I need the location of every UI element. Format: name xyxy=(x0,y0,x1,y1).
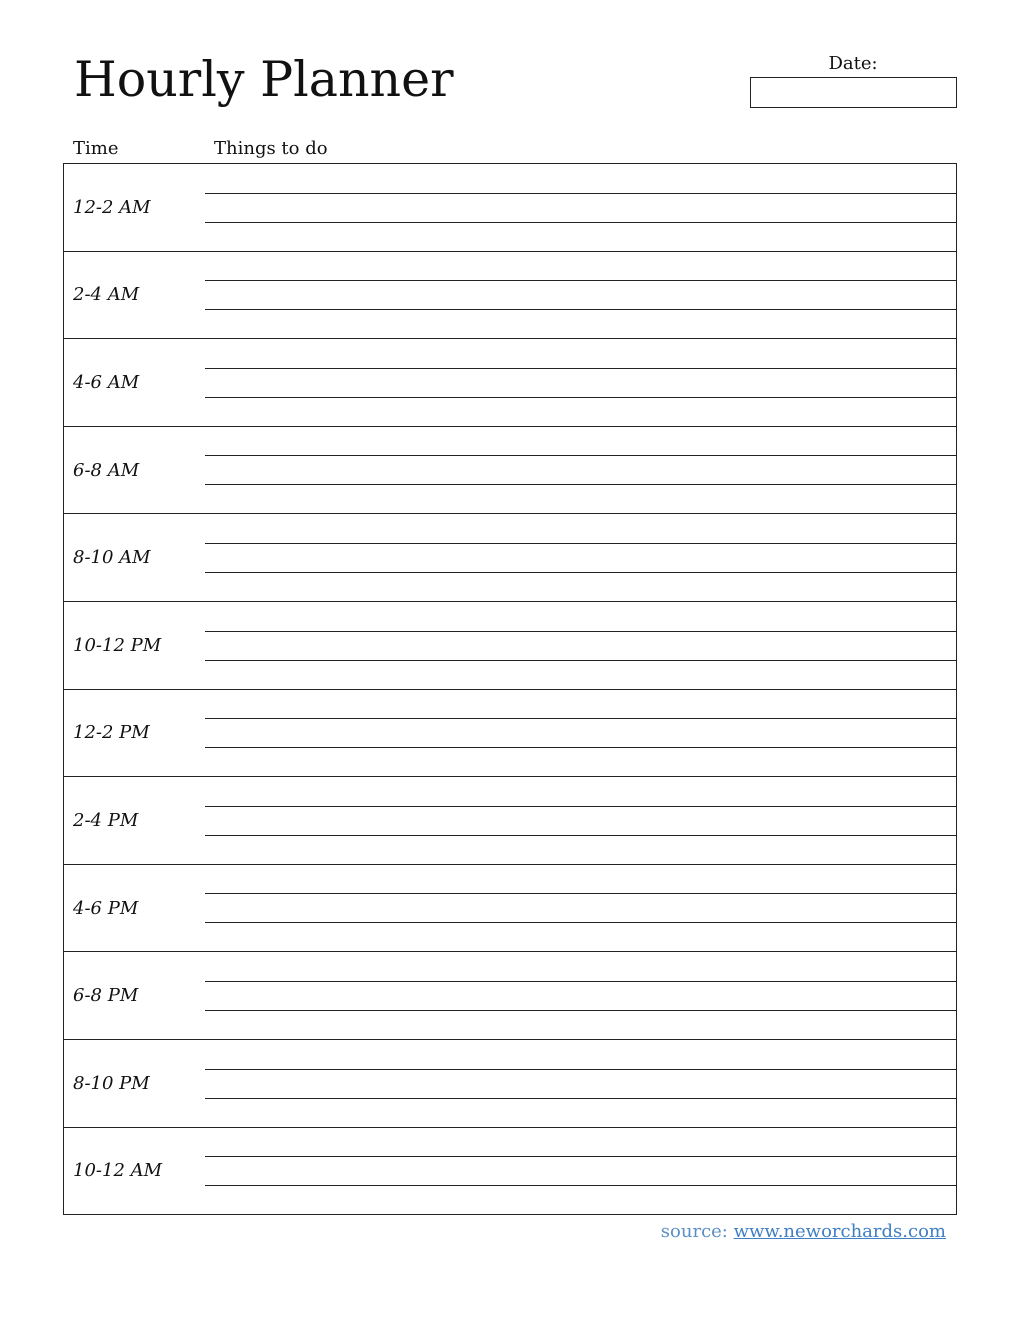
todo-line[interactable] xyxy=(205,222,956,223)
time-slot-row xyxy=(64,1040,956,1128)
time-column-header: Time xyxy=(73,138,119,159)
source-prefix: source: xyxy=(660,1221,728,1242)
time-slot-row xyxy=(64,252,956,340)
todo-line[interactable] xyxy=(205,484,956,485)
time-slot-label: 10-12 PM xyxy=(73,634,162,656)
todo-line[interactable] xyxy=(205,397,956,398)
time-slot-label: 4-6 AM xyxy=(73,371,140,393)
page-title: Hourly Planner xyxy=(74,51,454,108)
todo-line[interactable] xyxy=(205,1098,956,1099)
time-slot-label: 8-10 AM xyxy=(73,547,151,569)
todo-line[interactable] xyxy=(205,835,956,836)
todo-column-header: Things to do xyxy=(214,138,328,159)
todo-line[interactable] xyxy=(205,543,956,544)
time-slot-row xyxy=(64,690,956,778)
time-slot-row xyxy=(64,952,956,1040)
time-slot-label: 2-4 PM xyxy=(73,809,139,831)
time-slot-row xyxy=(64,777,956,865)
todo-line[interactable] xyxy=(205,806,956,807)
time-slot-row xyxy=(64,602,956,690)
todo-line[interactable] xyxy=(205,368,956,369)
todo-line[interactable] xyxy=(205,455,956,456)
time-slot-row xyxy=(64,865,956,953)
time-slot-label: 12-2 AM xyxy=(73,196,151,218)
time-slot-label: 6-8 PM xyxy=(73,985,139,1007)
todo-line[interactable] xyxy=(205,1010,956,1011)
todo-line[interactable] xyxy=(205,193,956,194)
todo-line[interactable] xyxy=(205,631,956,632)
time-slot-row xyxy=(64,1128,956,1216)
date-label: Date: xyxy=(828,53,878,74)
todo-line[interactable] xyxy=(205,1185,956,1186)
time-slot-label: 4-6 PM xyxy=(73,897,139,919)
todo-line[interactable] xyxy=(205,280,956,281)
todo-line[interactable] xyxy=(205,660,956,661)
time-slot-label: 12-2 PM xyxy=(73,722,150,744)
todo-line[interactable] xyxy=(205,893,956,894)
todo-line[interactable] xyxy=(205,718,956,719)
time-slot-row xyxy=(64,164,956,252)
todo-line[interactable] xyxy=(205,572,956,573)
time-slot-label: 6-8 AM xyxy=(73,459,140,481)
todo-line[interactable] xyxy=(205,1069,956,1070)
todo-line[interactable] xyxy=(205,309,956,310)
time-slot-label: 8-10 PM xyxy=(73,1072,150,1094)
planner-grid xyxy=(63,163,957,1215)
source-credit xyxy=(661,1221,946,1243)
todo-line[interactable] xyxy=(205,922,956,923)
todo-line[interactable] xyxy=(205,1156,956,1157)
time-slot-row xyxy=(64,427,956,515)
todo-line[interactable] xyxy=(205,747,956,748)
time-slot-row xyxy=(64,514,956,602)
date-field[interactable] xyxy=(750,77,957,108)
time-slot-label: 2-4 AM xyxy=(73,284,140,306)
todo-line[interactable] xyxy=(205,981,956,982)
source-link[interactable]: www.neworchards.com xyxy=(733,1221,946,1242)
time-slot-row xyxy=(64,339,956,427)
time-slot-label: 10-12 AM xyxy=(73,1160,163,1182)
